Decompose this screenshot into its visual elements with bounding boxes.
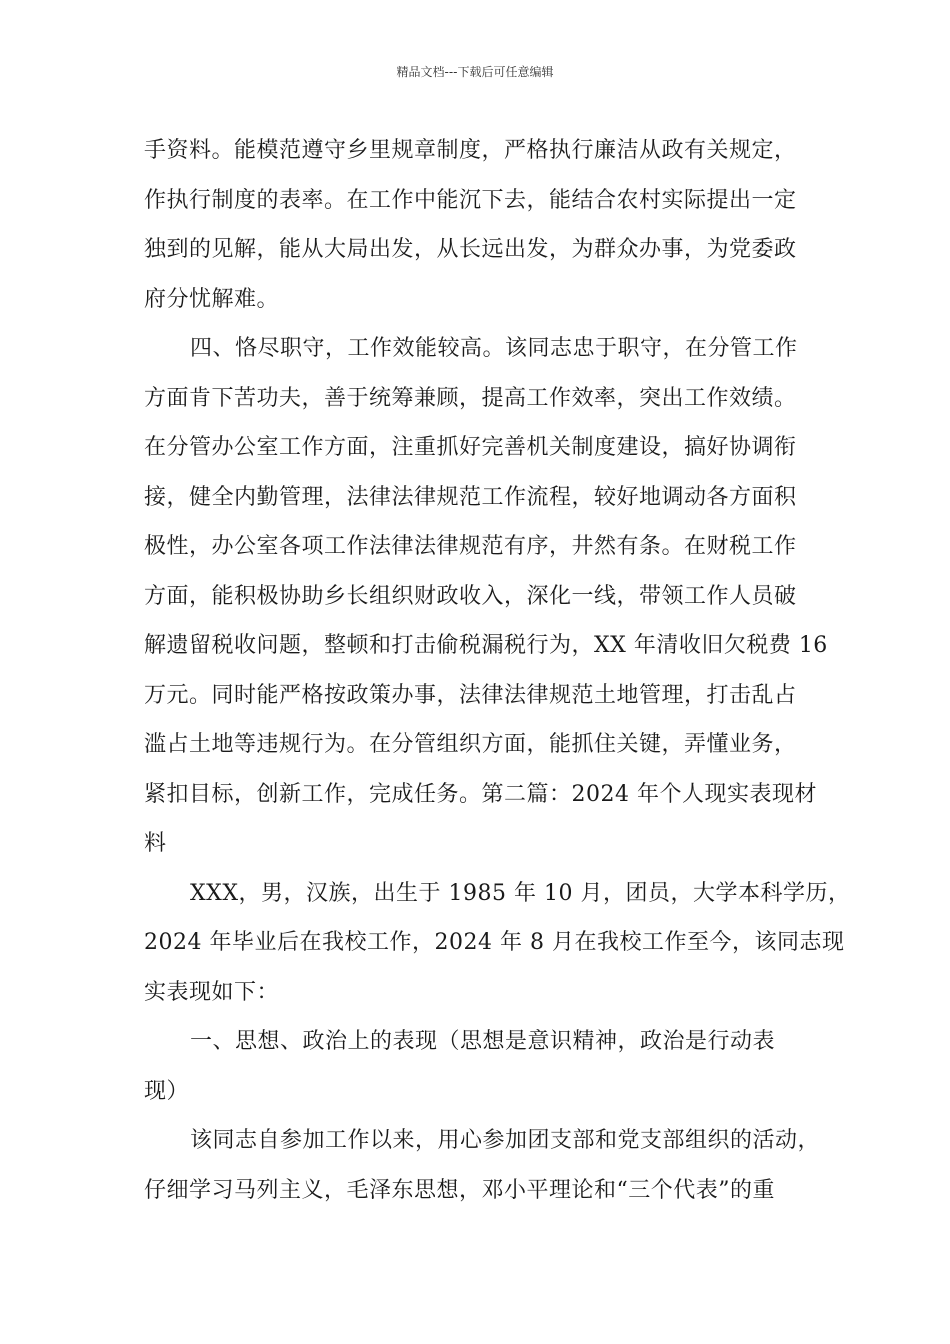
document-body [144,126,851,1215]
text-line: 料 [144,831,167,856]
text-line: 解遗留税收问题，整顿和打击偷税漏税行为，XX 年清收旧欠税费 16 [144,633,828,658]
text-line: 府分忧解难。 [144,286,280,312]
text-line: 滥占土地等违规行为。在分管组织方面，能抓住关键，弄懂业务， [144,732,797,757]
text-line: 作执行制度的表率。在工作中能沉下去，能结合农村实际提出一定 [144,187,797,213]
text-line: 2024 年毕业后在我校工作，2024 年 8 月在我校工作至今，该同志现 [144,930,845,955]
text-line: 独到的见解，能从大局出发，从长远出发，为群众办事，为党委政 [144,237,797,262]
text-line: 在分管办公室工作方面，注重抓好完善机关制度建设，搞好协调衔 [144,435,797,460]
paragraph-start-line: 四、恪尽职守，工作效能较高。该同志忠于职守，在分管工作 [190,336,798,361]
paragraph-start-line: 该同志自参加工作以来，用心参加团支部和党支部组织的活动， [190,1128,821,1153]
text-line: 方面肯下苦功夫，善于统筹兼顾，提高工作效率，突出工作效绩。 [144,385,797,411]
paragraph-start-line: XXX，男，汉族，出生于 1985 年 10 月，团员，大学本科学历， [190,880,851,906]
text-line: 接，健全内勤管理，法律法律规范工作流程，较好地调动各方面积 [144,484,797,510]
text-line: 现） [144,1078,190,1104]
section-heading-line: 一、思想、政治上的表现（思想是意识精神，政治是行动表 [190,1029,776,1054]
text-line: 万元。同时能严格按政策办事，法律法律规范土地管理，打击乱占 [144,682,797,708]
text-line: 极性，办公室各项工作法律法律规范有序，井然有条。在财税工作 [144,534,797,559]
text-line: 手资料。能模范遵守乡里规章制度，严格执行廉洁从政有关规定， [144,138,797,163]
text-line: 方面，能积极协助乡长组织财政收入，深化一线，带领工作人员破 [144,583,797,609]
text-line: 仔细学习马列主义，毛泽东思想，邓小平理论和“三个代表”的重 [144,1177,775,1203]
page-header: 精品文档---下载后可任意编辑 [396,65,554,79]
text-line: 紧扣目标，创新工作，完成任务。第二篇：2024 年个人现实表现材 [144,781,817,807]
text-line: 实表现如下： [144,979,280,1005]
